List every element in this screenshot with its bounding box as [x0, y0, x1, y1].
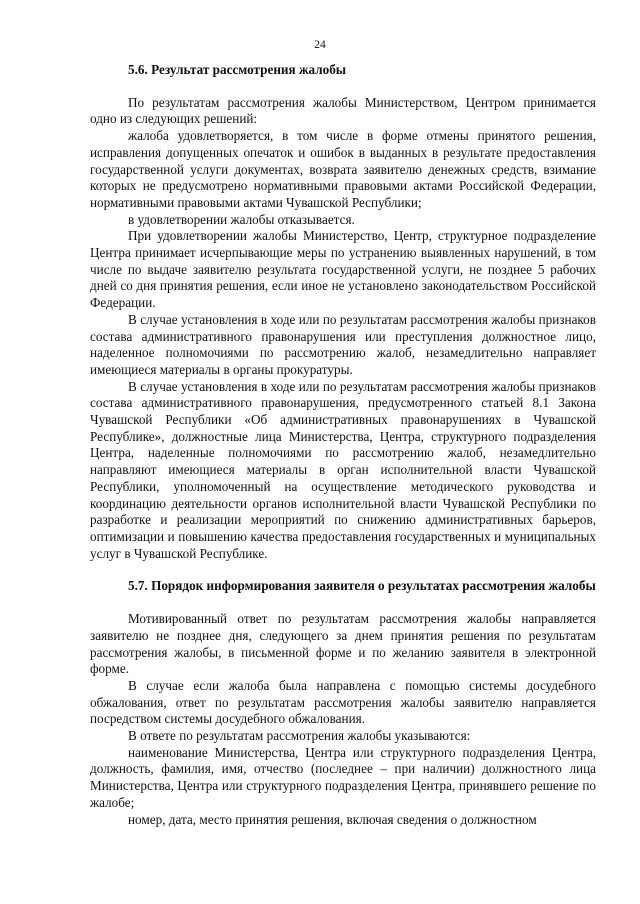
document-body [90, 62, 596, 828]
paragraph: В случае установления в ходе или по результатам рассмотрения жалобы признаков состава административного правонарушения или преступления должностное лицо, наделенное полномочиями по рассмотрению жалоб, незамедлительно направляет имеющиеся материалы в органы прокуратуры. [90, 311, 596, 377]
paragraph: При удовлетворении жалобы Министерство, Центр, структурное подразделение Центра принимает исчерпывающие меры по устранению выявленных нарушений, в том числе по выдаче заявителю результата государственной услуги, не позднее 5 рабочих дней со дня принятия решения, если иное не установлено законодательством Российской Федерации. [90, 228, 596, 311]
paragraph: жалоба удовлетворяется, в том числе в форме отмены принятого решения, исправления допущенных опечаток и ошибок в выданных в результате предоставления государственной услуги документах, возврата заявителю денежных средств, взимание которых не предусмотрено нормативными правовыми актами Российской Федерации, нормативными правовыми актами Чувашской Республики; [90, 128, 596, 210]
paragraph: По результатам рассмотрения жалобы Министерством, Центром принимается одно из следующих решений: [90, 94, 596, 127]
section-5-6-title: 5.6. Результат рассмотрения жалобы [128, 62, 347, 77]
paragraph: Мотивированный ответ по результатам рассмотрения жалобы направляется заявителю не позднее дня, следующего за днем принятия решения по результатам рассмотрения жалобы, в письменной форме и по желанию заявителя в электронной форме. [90, 611, 596, 677]
section-5-7-title: 5.7. Порядок информирования заявителя о результатах рассмотрения жалобы [128, 578, 596, 594]
paragraph: В случае если жалоба была направлена с помощью системы досудебного обжалования, ответ по результатам рассмотрения жалобы заявителю направляется посредством системы досудебного обжалования. [90, 677, 596, 727]
paragraph: наименование Министерства, Центра или структурного подразделения Центра, должность, фамилия, имя, отчество (последнее – при наличии) должностного лица Министерства, Центра или структурного подразделения Центра, принявшего решение по жалобе; [90, 744, 596, 810]
paragraph: номер, дата, место принятия решения, включая сведения о должностном [128, 811, 537, 827]
paragraph: В случае установления в ходе или по результатам рассмотрения жалобы признаков состава административного правонарушения, предусмотренного статьей 8.1 Закона Чувашской Республики «Об административных правонарушениях в Чувашской Республике», должностные лица Министерства, Центра, структурного подразделения Центра, наделенные полномочиями по рассмотрению жалоб, незамедлительно направляют имеющиеся материалы в орган исполнительной власти Чувашской Республики, уполномоченный на осуществление методического руководства и координацию деятельности органов исполнительной власти Чувашской Республики по разработке и реализации мероприятий по снижению административных барьеров, оптимизации и повышению качества предоставления государственных и муниципальных услуг в Чувашской Республике. [90, 378, 596, 561]
paragraph: В ответе по результатам рассмотрения жалобы указываются: [128, 728, 471, 744]
page-number: 24 [314, 39, 326, 51]
paragraph: в удовлетворении жалобы отказывается. [128, 211, 355, 227]
